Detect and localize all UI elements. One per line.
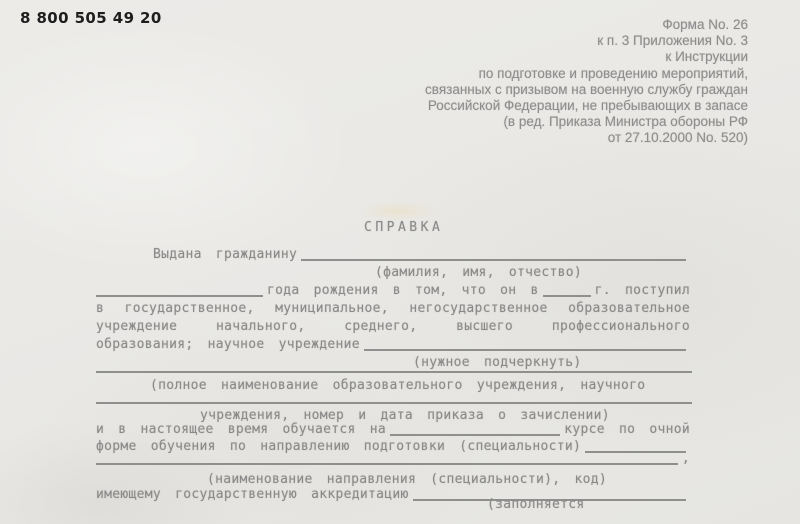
blank-admission-year — [543, 294, 591, 297]
blank-full-line-1 — [96, 371, 692, 373]
org-hint-line1: (полное наименование образовательного учреждения, научного — [150, 378, 646, 393]
form-header-line: Форма No. 26 — [662, 17, 748, 32]
accreditation-text: имеющему государственную аккредитацию — [96, 487, 409, 502]
form-header-line: к Инструкции — [665, 49, 748, 65]
institution-types-line3 — [96, 337, 690, 353]
institution-types-line3-text: образования; научное учреждение — [96, 337, 360, 352]
form-header-line: связанных с призывом на военную службу граждан — [425, 81, 748, 97]
org-hint-line2: учреждения, номер и дата приказа о зачислении) — [200, 408, 610, 423]
form-header — [425, 17, 748, 147]
blank-course-number — [390, 433, 560, 436]
blank-citizen-name — [301, 258, 686, 261]
form-header-line: по подготовке и проведению мероприятий, — [478, 65, 748, 81]
blank-scientific-institution — [364, 348, 686, 351]
name-hint: (фамилия, имя, отчество) — [375, 265, 583, 280]
study-form-text: форме обучения по направлению подготовки (специальности) — [96, 439, 582, 454]
institution-types-line1: в государственное, муниципальное, негосударственное образовательное — [96, 301, 690, 316]
fill-hint: (заполняется — [487, 497, 585, 512]
line-specialty-continuation — [96, 451, 690, 467]
comma-text: , — [681, 451, 690, 466]
line-issued-to — [96, 247, 690, 263]
blank-birth-date — [96, 294, 263, 297]
line-course — [96, 422, 690, 438]
institution-types-line2: учреждение начального, среднего, высшего профессионального — [96, 319, 690, 334]
specialty-hint: (наименование направления (специальности), код) — [207, 472, 607, 487]
blank-full-line-2 — [96, 402, 692, 404]
form-header-line: к п. 3 Приложения No. 3 — [597, 33, 748, 49]
issued-to-label: Выдана гражданину — [153, 247, 298, 262]
underline-hint: (нужное подчеркнуть) — [413, 355, 582, 370]
phone-watermark: 8 800 505 49 20 — [20, 9, 162, 27]
course-text-post: курсе по очной — [564, 422, 690, 437]
birth-text-pre: года рождения в том, что он в — [267, 283, 539, 298]
form-header-line: от 27.10.2000 No. 520) — [607, 130, 748, 146]
document-title: СПРАВКА — [364, 220, 444, 235]
line-birth-year — [96, 283, 690, 299]
birth-text-post: г. поступил — [594, 283, 690, 298]
form-header-line: (в ред. Приказа Министра обороны РФ — [503, 114, 748, 130]
course-text-pre: и в настоящее время обучается на — [96, 422, 387, 437]
blank-specialty-2 — [96, 462, 678, 465]
form-header-line: Российской Федерации, не пребывающих в запасе — [427, 98, 748, 114]
